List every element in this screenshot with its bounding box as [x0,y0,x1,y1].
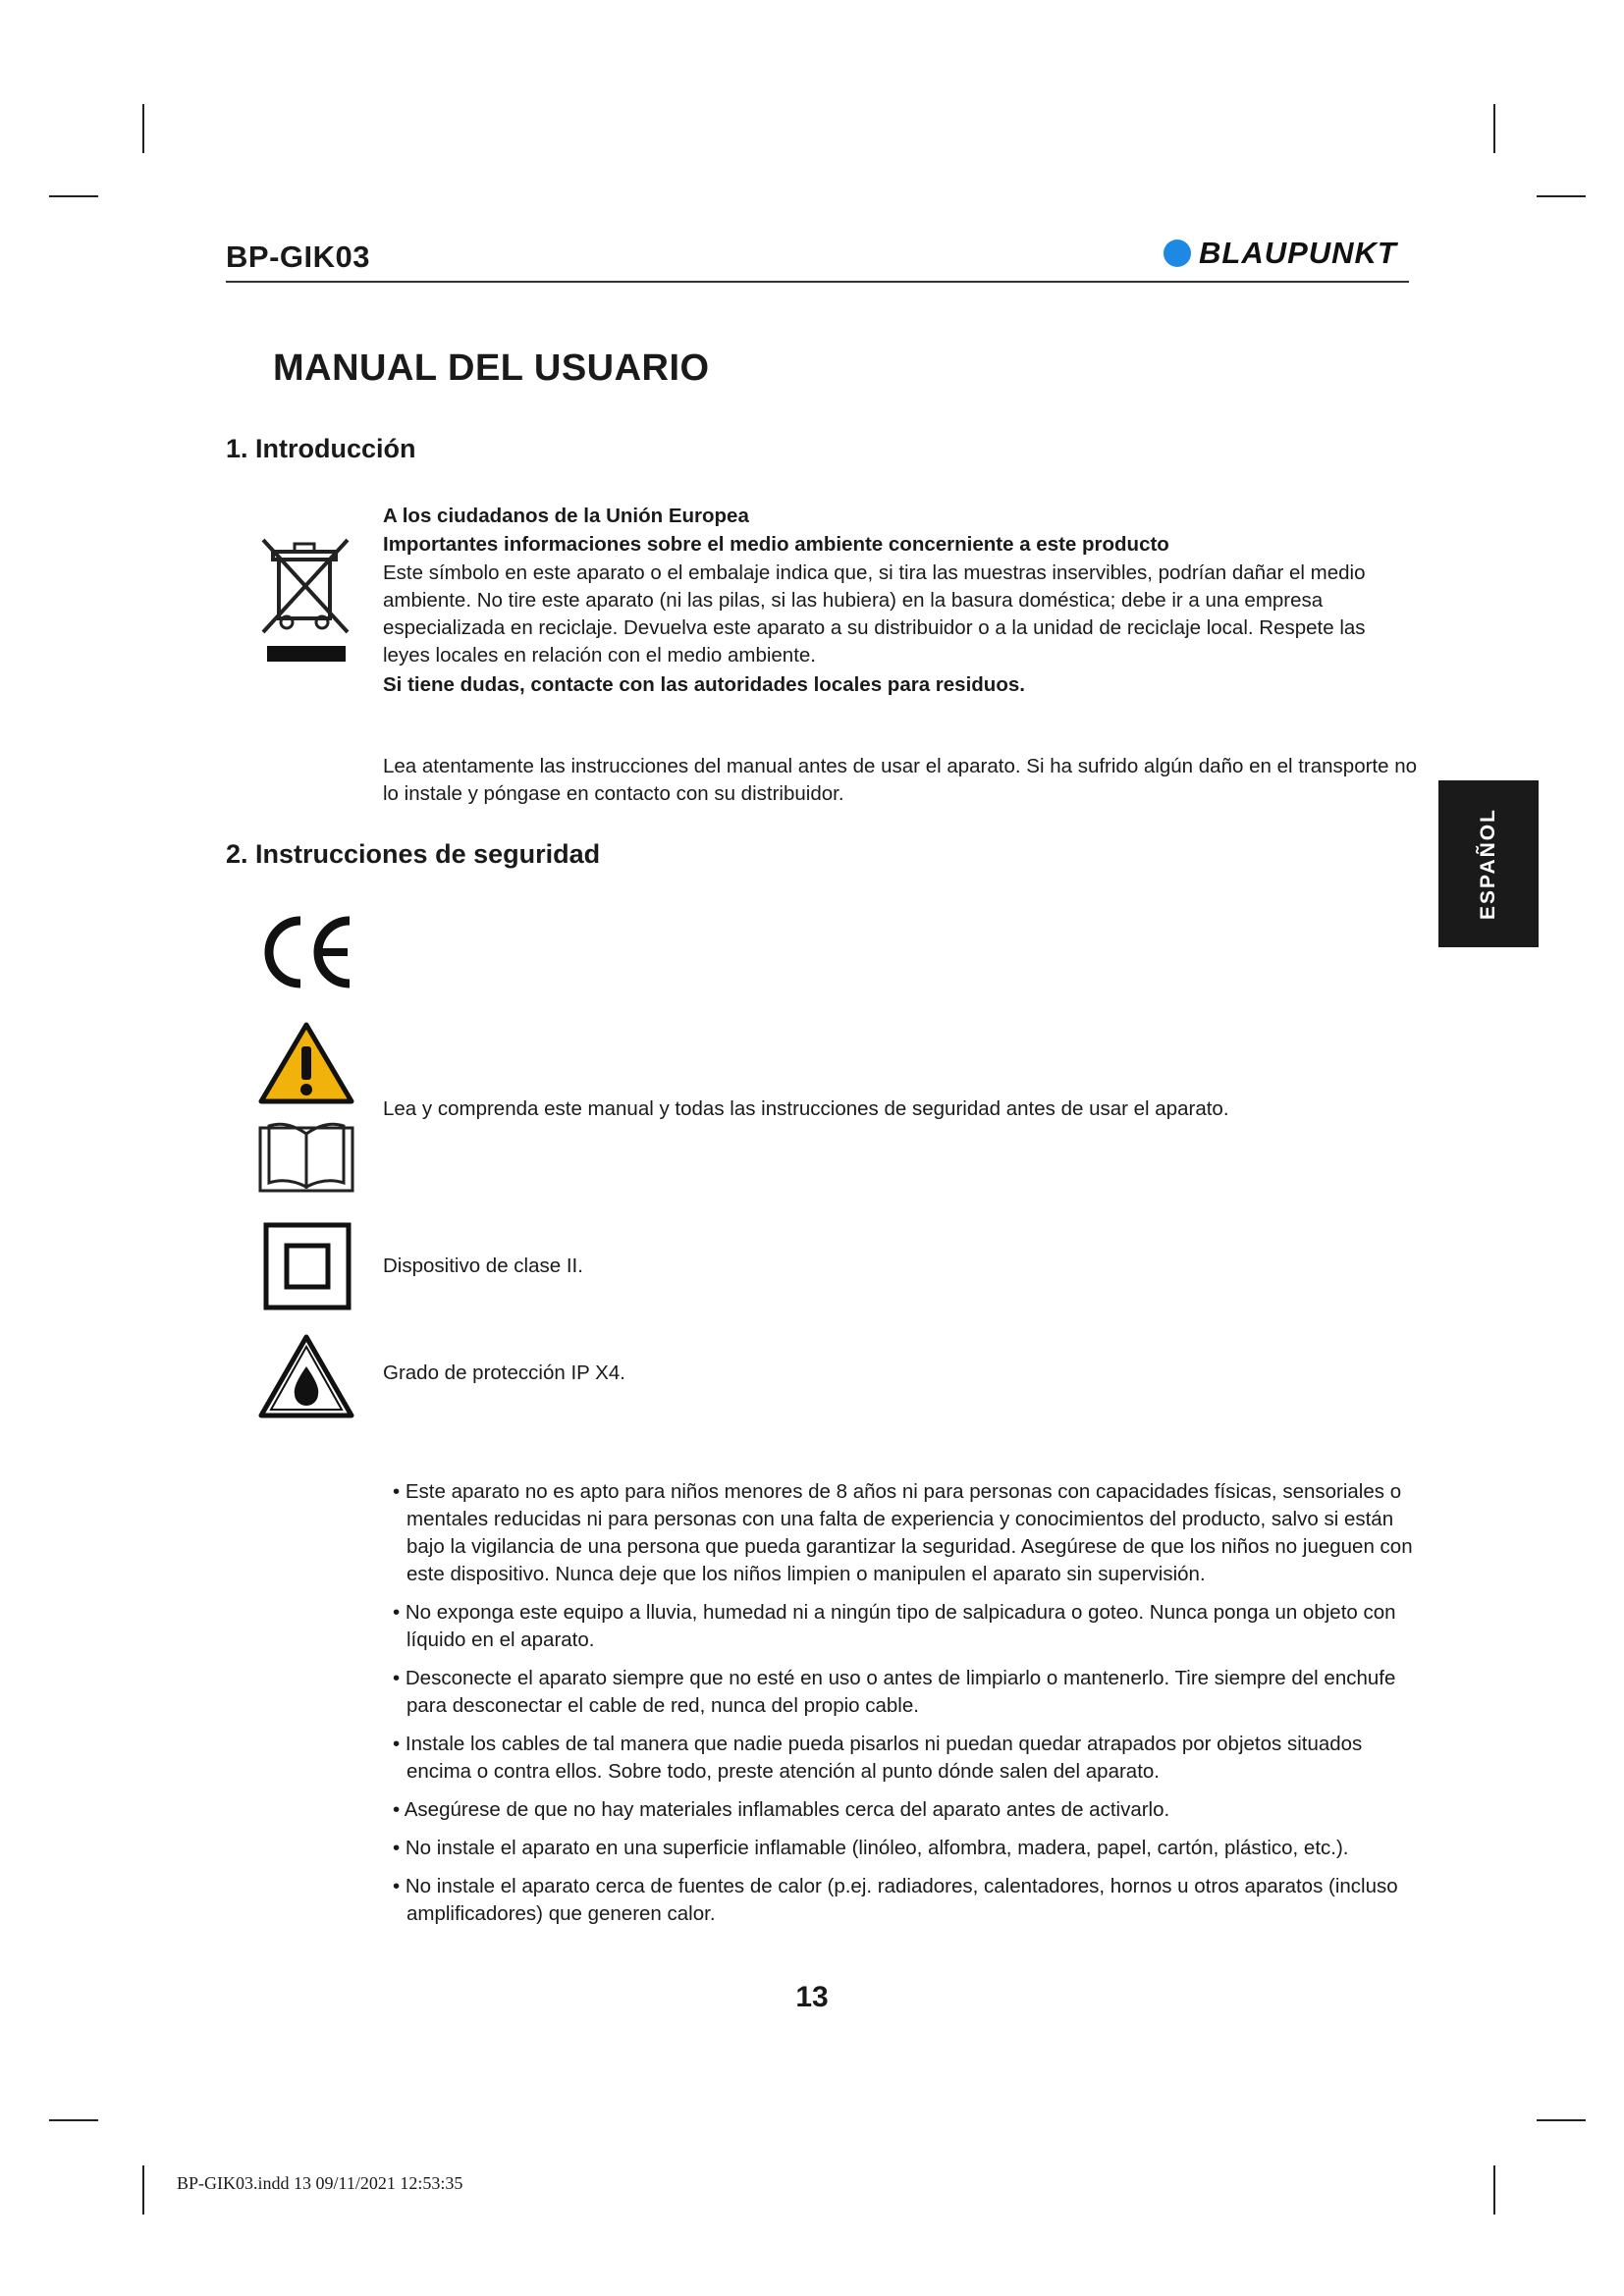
crop-mark [1493,2165,1495,2215]
doubts-note: Si tiene dudas, contacte con las autoridades locales para residuos. [383,673,1025,696]
language-tab [1438,780,1539,947]
brand-dot-icon [1164,240,1191,267]
class-2-icon [263,1222,352,1310]
read-manual-note: Lea y comprenda este manual y todas las instrucciones de seguridad antes de usar el aparato. [383,1097,1229,1120]
crop-mark [142,2165,144,2215]
list-item: • No instale el aparato cerca de fuentes de calor (p.ej. radiadores, calentadores, hornos u otros aparatos (incluso amplificadores) que generen calor. [393,1873,1414,1928]
section-heading-safety: 2. Instrucciones de seguridad [226,839,601,869]
read-notice: Lea atentamente las instrucciones del manual antes de usar el aparato. Si ha sufrido algún daño en el transporte no lo instale y póngase en contacto con su distribuidor. [383,755,1418,805]
class-2-note: Dispositivo de clase II. [383,1255,583,1277]
brand-name: BLAUPUNKT [1199,236,1397,270]
page-number: 13 [795,1981,829,2013]
section-heading-intro: 1. Introducción [226,434,416,463]
header-rule [226,281,1409,283]
language-tab-label: ESPAÑOL [1477,808,1499,920]
list-item: • Desconecte el aparato siempre que no esté en uso o antes de limpiarlo o mantenerlo. Tire siempre del enchufe para desconectar el cable de red, nunca del propio cable. [393,1665,1414,1720]
weee-bin-icon [257,530,355,667]
crop-mark [1537,195,1586,197]
env-heading: Importantes informaciones sobre el medio ambiente concerniente a este producto [383,533,1169,556]
crop-mark [1493,104,1495,153]
brand-logo [1164,236,1397,271]
eu-heading: A los ciudadanos de la Unión Europea [383,505,749,527]
safety-bullet-list [393,1478,1414,1939]
crop-mark [1537,2119,1586,2121]
print-footer: BP-GIK03.indd 13 09/11/2021 12:53:35 [177,2173,463,2193]
ce-mark-icon [257,913,355,991]
ip-drop-icon [257,1333,355,1419]
list-item: • Instale los cables de tal manera que nadie pueda pisarlos ni puedan quedar atrapados por objetos situados encima o contra ellos. Sobre todo, preste atención al punto dónde salen del aparato. [393,1731,1414,1786]
ip-note: Grado de protección IP X4. [383,1362,625,1384]
crop-mark [142,104,144,153]
warning-triangle-icon [257,1021,355,1105]
crop-mark [49,2119,98,2121]
env-body: Este símbolo en este aparato o el embalaje indica que, si tira las muestras inservibles, podrían dañar el medio ambiente. No tire este aparato (ni las pilas, si las hubiera) en la basura doméstica; debe ir a una empresa especializada en reciclaje. Devuelva este aparato a su distribuidor o a la unidad de reciclaje local. Respete las leyes locales en relación con el medio ambiente. [383,561,1366,667]
model-number: BP-GIK03 [226,240,370,274]
list-item: • No exponga este equipo a lluvia, humedad ni a ningún tipo de salpicadura o goteo. Nunca ponga un objeto con líquido en el aparato. [393,1599,1414,1654]
manual-book-icon [257,1114,355,1193]
list-item: • Asegúrese de que no hay materiales inflamables cerca del aparato antes de activarlo. [393,1796,1414,1824]
list-item: • Este aparato no es apto para niños menores de 8 años ni para personas con capacidades físicas, sensoriales o mentales reducidas ni para personas con una falta de experiencia y conocimientos del producto, salvo si están bajo la vigilancia de una persona que pueda garantizar la seguridad. Asegúrese de que los niños no jueguen con este dispositivo. Nunca deje que los niños limpien o manipulen el aparato sin supervisión. [393,1478,1414,1588]
crop-mark [49,195,98,197]
page-title: MANUAL DEL USUARIO [273,347,710,389]
list-item: • No instale el aparato en una superficie inflamable (linóleo, alfombra, madera, papel, cartón, plástico, etc.). [393,1835,1414,1862]
